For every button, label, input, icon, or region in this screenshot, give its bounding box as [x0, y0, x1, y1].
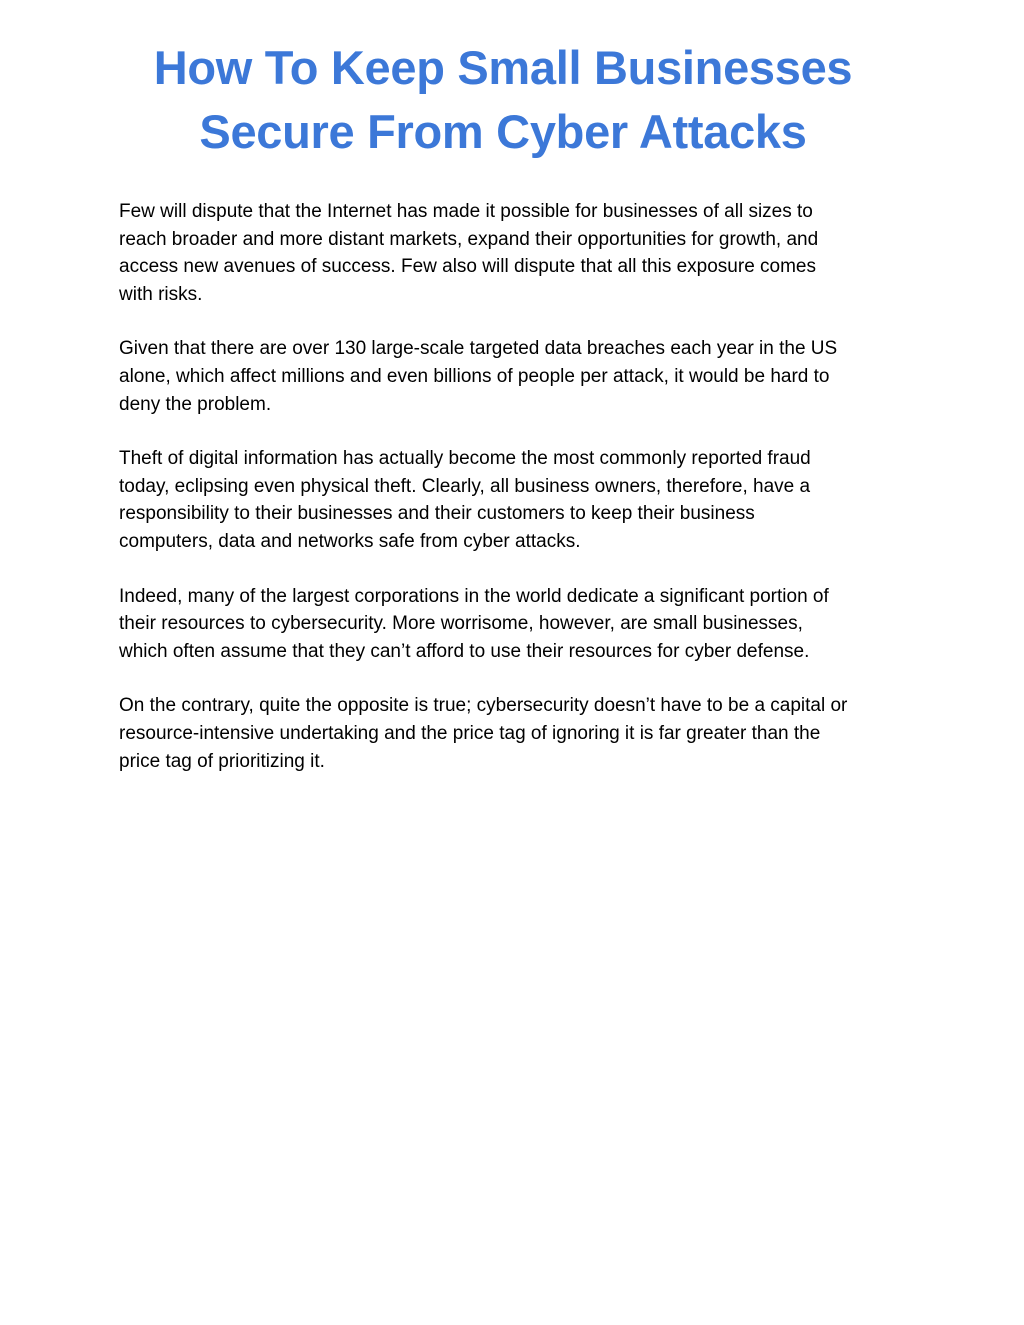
paragraph-line: computers, data and networks safe from cyber attacks. — [119, 530, 581, 552]
document-body — [119, 198, 909, 802]
paragraph-line: resource-intensive undertaking and the price tag of ignoring it is far greater than the — [119, 722, 821, 744]
paragraph-line: Few will dispute that the Internet has made it possible for businesses of all sizes to — [119, 201, 813, 222]
document-title — [100, 36, 906, 164]
paragraph-5 — [119, 692, 909, 775]
paragraph-line: reach broader and more distant markets, expand their opportunities for growth, and — [119, 228, 819, 250]
paragraph-line: today, eclipsing even physical theft. Clearly, all business owners, therefore, have a — [119, 475, 811, 497]
paragraph-line: their resources to cybersecurity. More worrisome, however, are small businesses, — [119, 613, 803, 635]
paragraph-4 — [119, 583, 909, 666]
paragraph-line: deny the problem. — [119, 393, 272, 415]
title-line-1: How To Keep Small Businesses — [153, 41, 853, 94]
paragraph-line: Theft of digital information has actually become the most commonly reported fraud — [119, 448, 811, 470]
title-line-2: Secure From Cyber Attacks — [199, 105, 807, 158]
paragraph-3 — [119, 445, 909, 555]
paragraph-line: alone, which affect millions and even billions of people per attack, it would be hard to — [119, 365, 830, 387]
paragraph-line: with risks. — [119, 283, 203, 305]
paragraph-line: On the contrary, quite the opposite is true; cybersecurity doesn’t have to be a capital or — [119, 695, 848, 717]
paragraph-1 — [119, 198, 909, 308]
paragraph-line: Indeed, many of the largest corporations in the world dedicate a significant portion of — [119, 585, 829, 607]
paragraph-line: Given that there are over 130 large-scale targeted data breaches each year in the US — [119, 338, 838, 360]
paragraph-line: access new avenues of success. Few also will dispute that all this exposure comes — [119, 256, 816, 278]
paragraph-line: responsibility to their businesses and their customers to keep their business — [119, 503, 755, 525]
paragraph-line: price tag of prioritizing it. — [119, 750, 325, 772]
paragraph-line: which often assume that they can’t afford to use their resources for cyber defense. — [119, 640, 810, 662]
paragraph-2 — [119, 335, 909, 418]
